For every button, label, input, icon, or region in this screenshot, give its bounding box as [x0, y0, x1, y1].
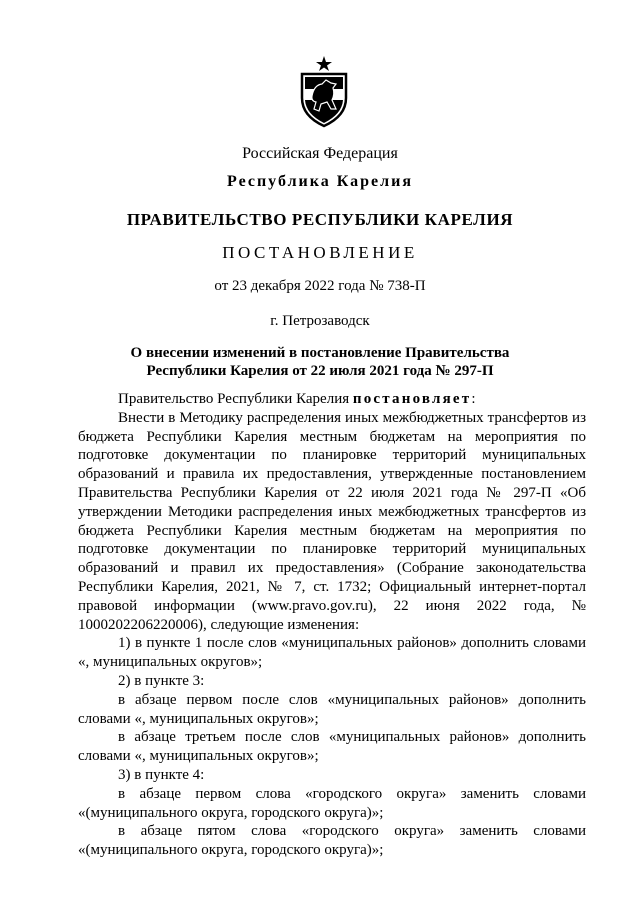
intro-verb: постановляет: [352, 391, 472, 407]
subject-line: Республики Карелия от 22 июля 2021 года № 297-П: [146, 363, 494, 379]
republic-name: Республика Карелия: [227, 173, 413, 190]
body-paragraph: в абзаце пятом слова «городского округа» заменить словами «(муниципального округа, городского округа)»;: [78, 823, 586, 859]
body-paragraph: в абзаце третьем после слов «муниципальных районов» дополнить словами «, муниципальных округов»;: [78, 729, 586, 765]
document-subject: [0, 344, 640, 380]
emblem: [298, 54, 350, 128]
intro-paragraph: [78, 390, 586, 409]
body-paragraph: в абзаце первом слова «городского округа» заменить словами «(муниципального округа, городского округа)»;: [78, 785, 586, 821]
body-paragraph: 1) в пункте 1 после слов «муниципальных районов» дополнить словами «, муниципальных округов»;: [78, 635, 586, 671]
government-title: ПРАВИТЕЛЬСТВО РЕСПУБЛИКИ КАРЕЛИЯ: [126, 210, 514, 229]
body-paragraph: 3) в пункте 4:: [118, 766, 205, 783]
document-body: [78, 390, 586, 860]
karelia-coat-of-arms-icon: [298, 54, 350, 128]
document-date-number: от 23 декабря 2022 года № 738-П: [214, 278, 426, 294]
document-type: ПОСТАНОВЛЕНИЕ: [222, 243, 418, 262]
country-name: Российская Федерация: [242, 145, 398, 162]
subject-line: О внесении изменений в постановление Правительства: [130, 345, 510, 361]
intro-suffix: :: [471, 391, 476, 407]
intro-prefix: Правительство Республики Карелия: [118, 391, 350, 407]
document-city: г. Петрозаводск: [270, 313, 370, 329]
body-paragraph: 2) в пункте 3:: [118, 672, 205, 689]
body-paragraph: Внести в Методику распределения иных межбюджетных трансфертов из бюджета Республики Карелия местным бюджетам на мероприятия по подготовке документации по планировке территорий муниципальных образований и правила их предоставления, утвержденные постановлением Правительства Республики Карелия от 22 июля 2021 года № 297-П «Об утверждении Методики распределения иных межбюджетных трансфертов из бюджета Республики Карелия местным бюджетам на мероприятия по подготовке документации по планировке территорий муниципальных образований и правил их предоставления» (Собрание законодательства Республики Карелия, 2021, № 7, ст. 1732; Официальный интернет-портал правовой информации (www.pravo.gov.ru), 22 июня 2022 года, № 1000202206220006), следующие изменения:: [78, 409, 586, 633]
body-paragraph: в абзаце первом после слов «муниципальных районов» дополнить словами «, муниципальных округов»;: [78, 691, 586, 727]
